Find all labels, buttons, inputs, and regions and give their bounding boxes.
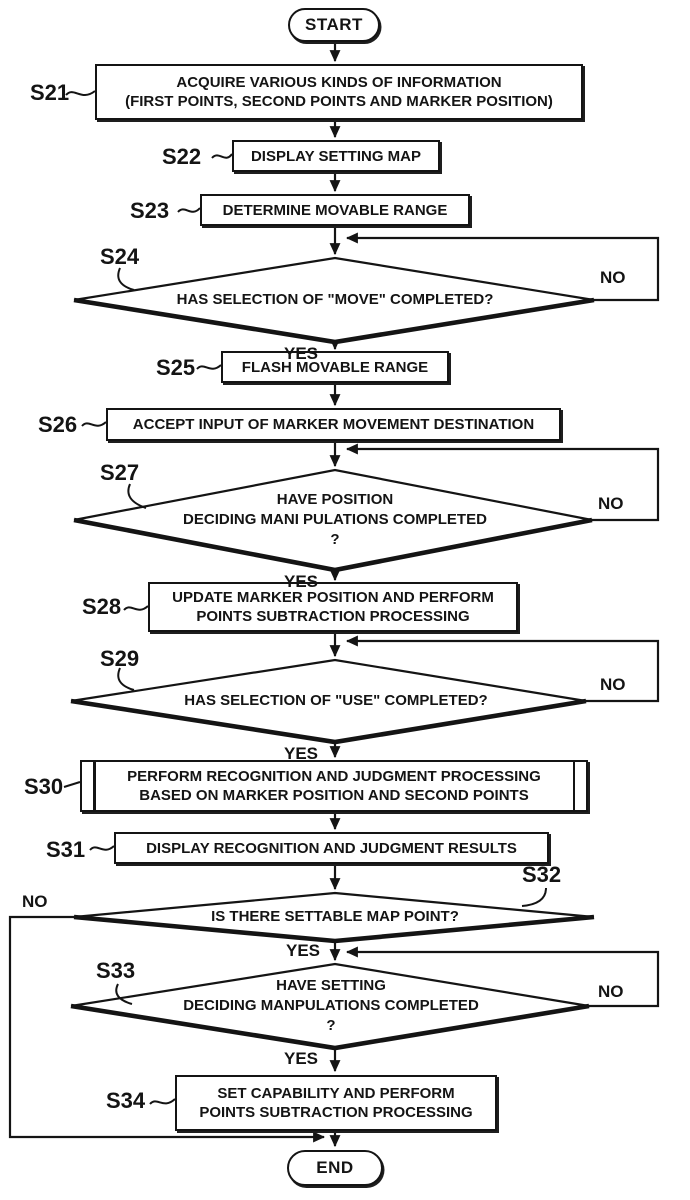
no-label-s29: NO	[600, 675, 626, 694]
process-s23	[200, 194, 470, 226]
step-label-s34: S34	[106, 1088, 146, 1113]
yes-label-s24: YES	[284, 344, 319, 363]
process-s34-line2: POINTS SUBTRACTION PROCESSING	[199, 1104, 473, 1121]
process-s21-line2: (FIRST POINTS, SECOND POINTS AND MARKER POSITION)	[125, 93, 553, 110]
yes-label-s32: YES	[286, 941, 321, 960]
process-s31	[114, 832, 549, 864]
decision-s24-text: HAS SELECTION OF "MOVE" COMPLETED?	[176, 291, 494, 308]
step-label-s33: S33	[96, 958, 136, 983]
process-s28-line2: POINTS SUBTRACTION PROCESSING	[196, 608, 470, 625]
step-label-s27: S27	[100, 460, 140, 485]
process-s23-line1: DETERMINE MOVABLE RANGE	[222, 201, 448, 219]
yes-label-s29: YES	[284, 744, 319, 763]
subroutine-s30-line2: BASED ON MARKER POSITION AND SECOND POINTS	[139, 787, 529, 804]
decision-s29-text: HAS SELECTION OF "USE" COMPLETED?	[184, 692, 488, 709]
subroutine-s30-right-bar	[573, 762, 576, 810]
step-label-s30: S30	[24, 774, 64, 799]
process-s28	[148, 582, 518, 632]
process-s28-line1: UPDATE MARKER POSITION AND PERFORM	[172, 589, 494, 606]
decision-s32-text: IS THERE SETTABLE MAP POINT?	[211, 908, 459, 925]
subroutine-s30-line1: PERFORM RECOGNITION AND JUDGMENT PROCESSING	[127, 768, 541, 785]
process-s26	[106, 408, 561, 441]
step-label-s23: S23	[130, 198, 170, 223]
process-s34	[175, 1075, 497, 1131]
no-label-s24: NO	[600, 268, 626, 287]
no-label-s32: NO	[22, 892, 48, 911]
process-s25-line1: FLASH MOVABLE RANGE	[241, 358, 429, 376]
step-label-s31: S31	[46, 837, 86, 862]
no-label-s33: NO	[598, 982, 624, 1001]
process-s26-line1: ACCEPT INPUT OF MARKER MOVEMENT DESTINATION	[132, 416, 535, 433]
yes-label-s33: YES	[284, 1049, 319, 1068]
process-s22	[232, 140, 440, 172]
terminal-start	[288, 8, 380, 42]
process-s21-line1: ACQUIRE VARIOUS KINDS OF INFORMATION	[176, 74, 502, 91]
step-label-s21: S21	[30, 80, 70, 105]
subroutine-s30	[80, 760, 588, 812]
terminal-end	[287, 1150, 383, 1186]
no-label-s27: NO	[598, 494, 624, 513]
subroutine-s30-left-bar	[93, 762, 96, 810]
process-s34-line1: SET CAPABILITY AND PERFORM	[217, 1085, 455, 1102]
process-s21	[95, 64, 583, 120]
process-s22-line1: DISPLAY SETTING MAP	[250, 147, 422, 165]
step-label-s22: S22	[162, 144, 202, 169]
process-s25	[221, 351, 449, 383]
step-label-s28: S28	[82, 594, 122, 619]
step-label-s24: S24	[100, 244, 140, 269]
terminal-end-label: END	[316, 1158, 354, 1177]
yes-label-s27: YES	[284, 572, 319, 591]
step-label-s29: S29	[100, 646, 140, 671]
decision-s33-text: HAVE SETTING DECIDING MANPULATIONS COMPLETED ?	[183, 977, 479, 1034]
step-label-s26: S26	[38, 412, 78, 437]
step-label-s25: S25	[156, 355, 196, 380]
decision-s27-text: HAVE POSITION DECIDING MANI PULATIONS COMPLETED ?	[183, 491, 487, 548]
process-s31-line1: DISPLAY RECOGNITION AND JUDGMENT RESULTS	[146, 839, 517, 857]
terminal-start-label: START	[305, 15, 363, 34]
step-label-s32: S32	[522, 862, 562, 887]
